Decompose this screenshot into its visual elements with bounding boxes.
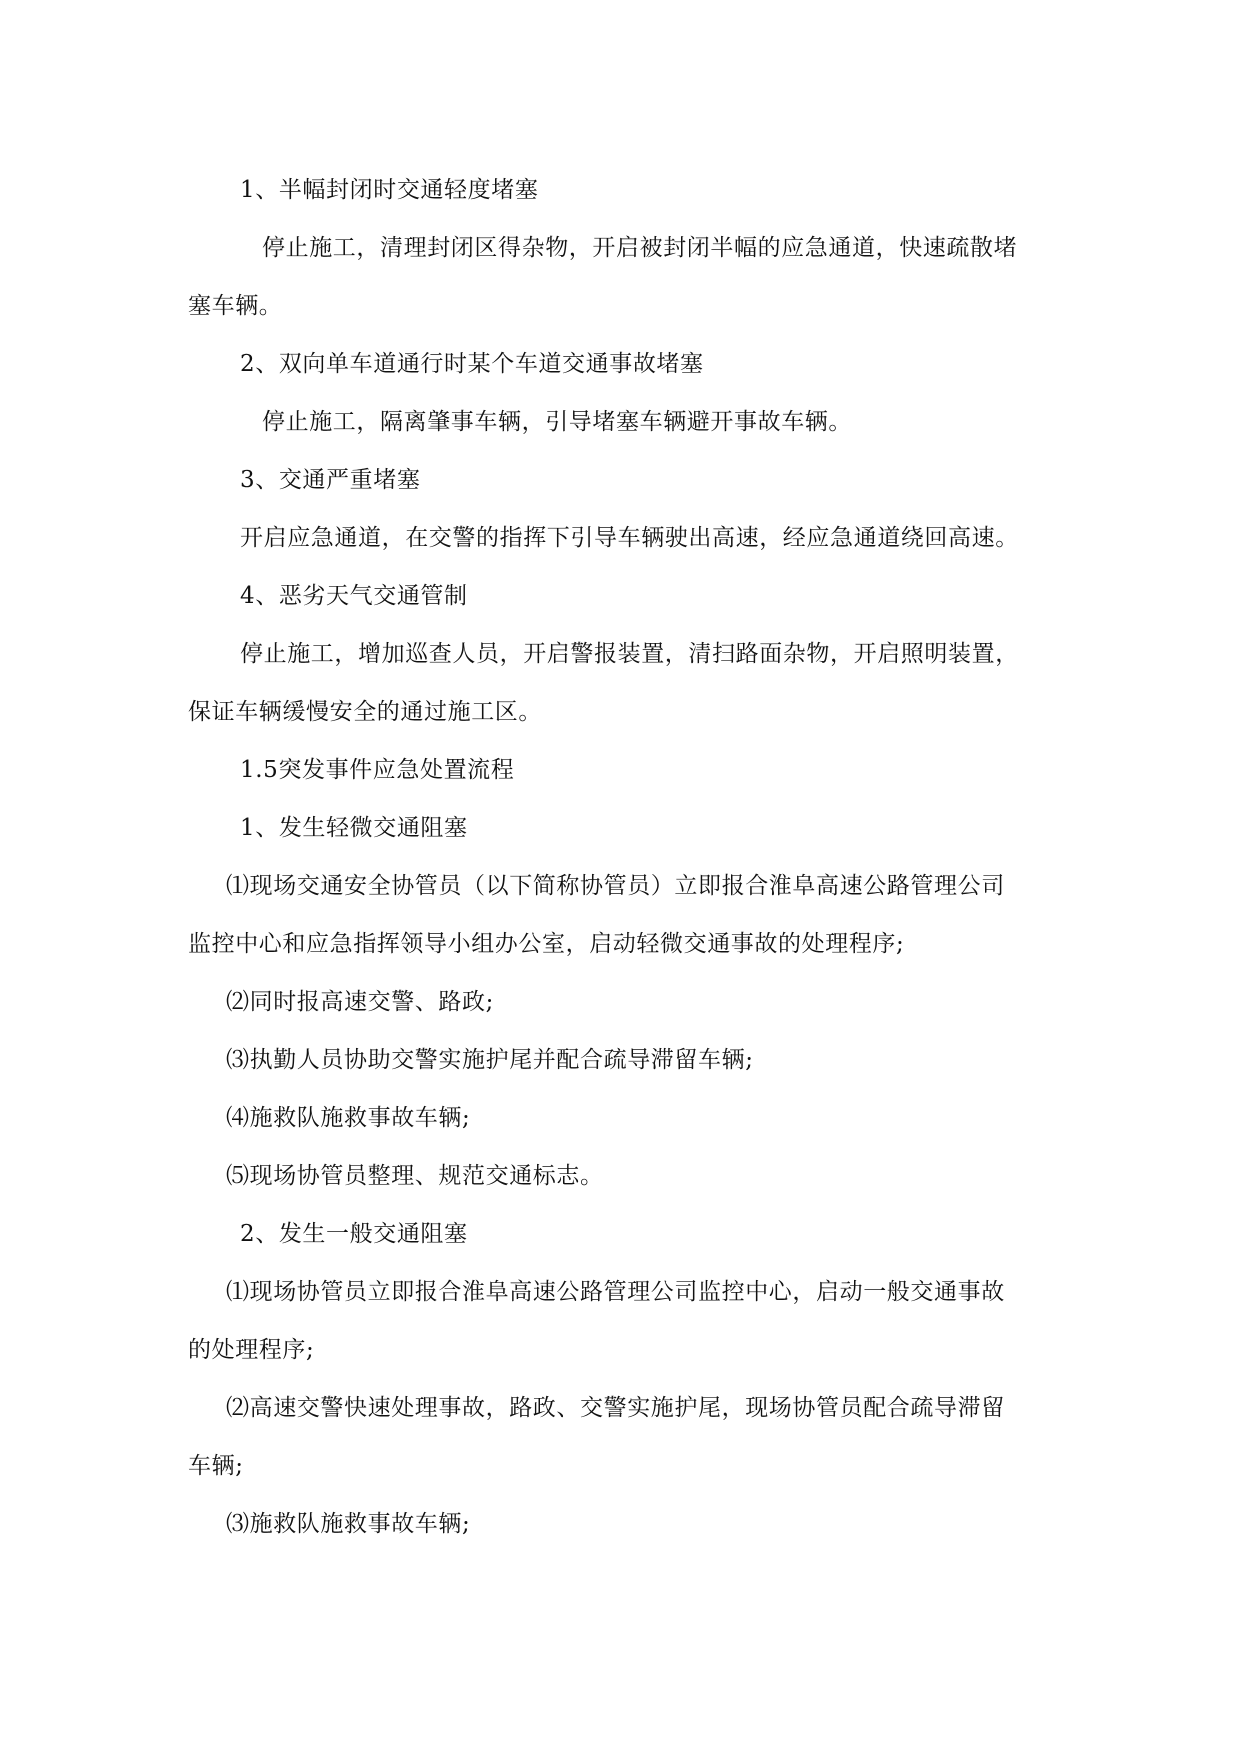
section-heading-emergency-procedure: 1.5突发事件应急处置流程 (240, 757, 515, 783)
heading-half-closure-light-congestion: 1、半幅封闭时交通轻度堵塞 (240, 177, 539, 203)
list-item: ⑴现场交通安全协管员（以下简称协管员）立即报合淮阜高速公路管理公司 (226, 873, 1005, 899)
list-item: ⑴现场协管员立即报合淮阜高速公路管理公司监控中心，启动一般交通事故 (226, 1279, 1005, 1305)
paragraph-line: 开启应急通道，在交警的指挥下引导车辆驶出高速，经应急通道绕回高速。 (240, 525, 1019, 551)
heading-single-lane-accident: 2、双向单车道通行时某个车道交通事故堵塞 (240, 351, 704, 377)
paragraph-line: 保证车辆缓慢安全的通过施工区。 (188, 699, 542, 725)
list-item: ⑷施救队施救事故车辆; (226, 1105, 471, 1131)
heading-general-blockage: 2、发生一般交通阻塞 (240, 1221, 468, 1247)
paragraph-line: 停止施工，增加巡查人员，开启警报装置，清扫路面杂物，开启照明装置， (240, 641, 1019, 667)
paragraph-line: 停止施工，清理封闭区得杂物，开启被封闭半幅的应急通道，快速疏散堵 (262, 235, 1018, 261)
heading-severe-congestion: 3、交通严重堵塞 (240, 467, 421, 493)
list-item: ⑶执勤人员协助交警实施护尾并配合疏导滞留车辆; (226, 1047, 754, 1073)
paragraph-line: 监控中心和应急指挥领导小组办公室，启动轻微交通事故的处理程序; (188, 931, 905, 957)
heading-minor-blockage: 1、发生轻微交通阻塞 (240, 815, 468, 841)
paragraph-line: 塞车辆。 (188, 293, 283, 319)
list-item: ⑶施救队施救事故车辆; (226, 1511, 471, 1537)
list-item: ⑸现场协管员整理、规范交通标志。 (226, 1163, 604, 1189)
paragraph-line: 车辆; (188, 1453, 244, 1479)
list-item: ⑵高速交警快速处理事故，路政、交警实施护尾，现场协管员配合疏导滞留 (226, 1395, 1005, 1421)
list-item: ⑵同时报高速交警、路政; (226, 989, 494, 1015)
paragraph-line: 的处理程序; (188, 1337, 315, 1363)
paragraph-line: 停止施工，隔离肇事车辆，引导堵塞车辆避开事故车辆。 (262, 409, 852, 435)
heading-bad-weather-control: 4、恶劣天气交通管制 (240, 583, 468, 609)
